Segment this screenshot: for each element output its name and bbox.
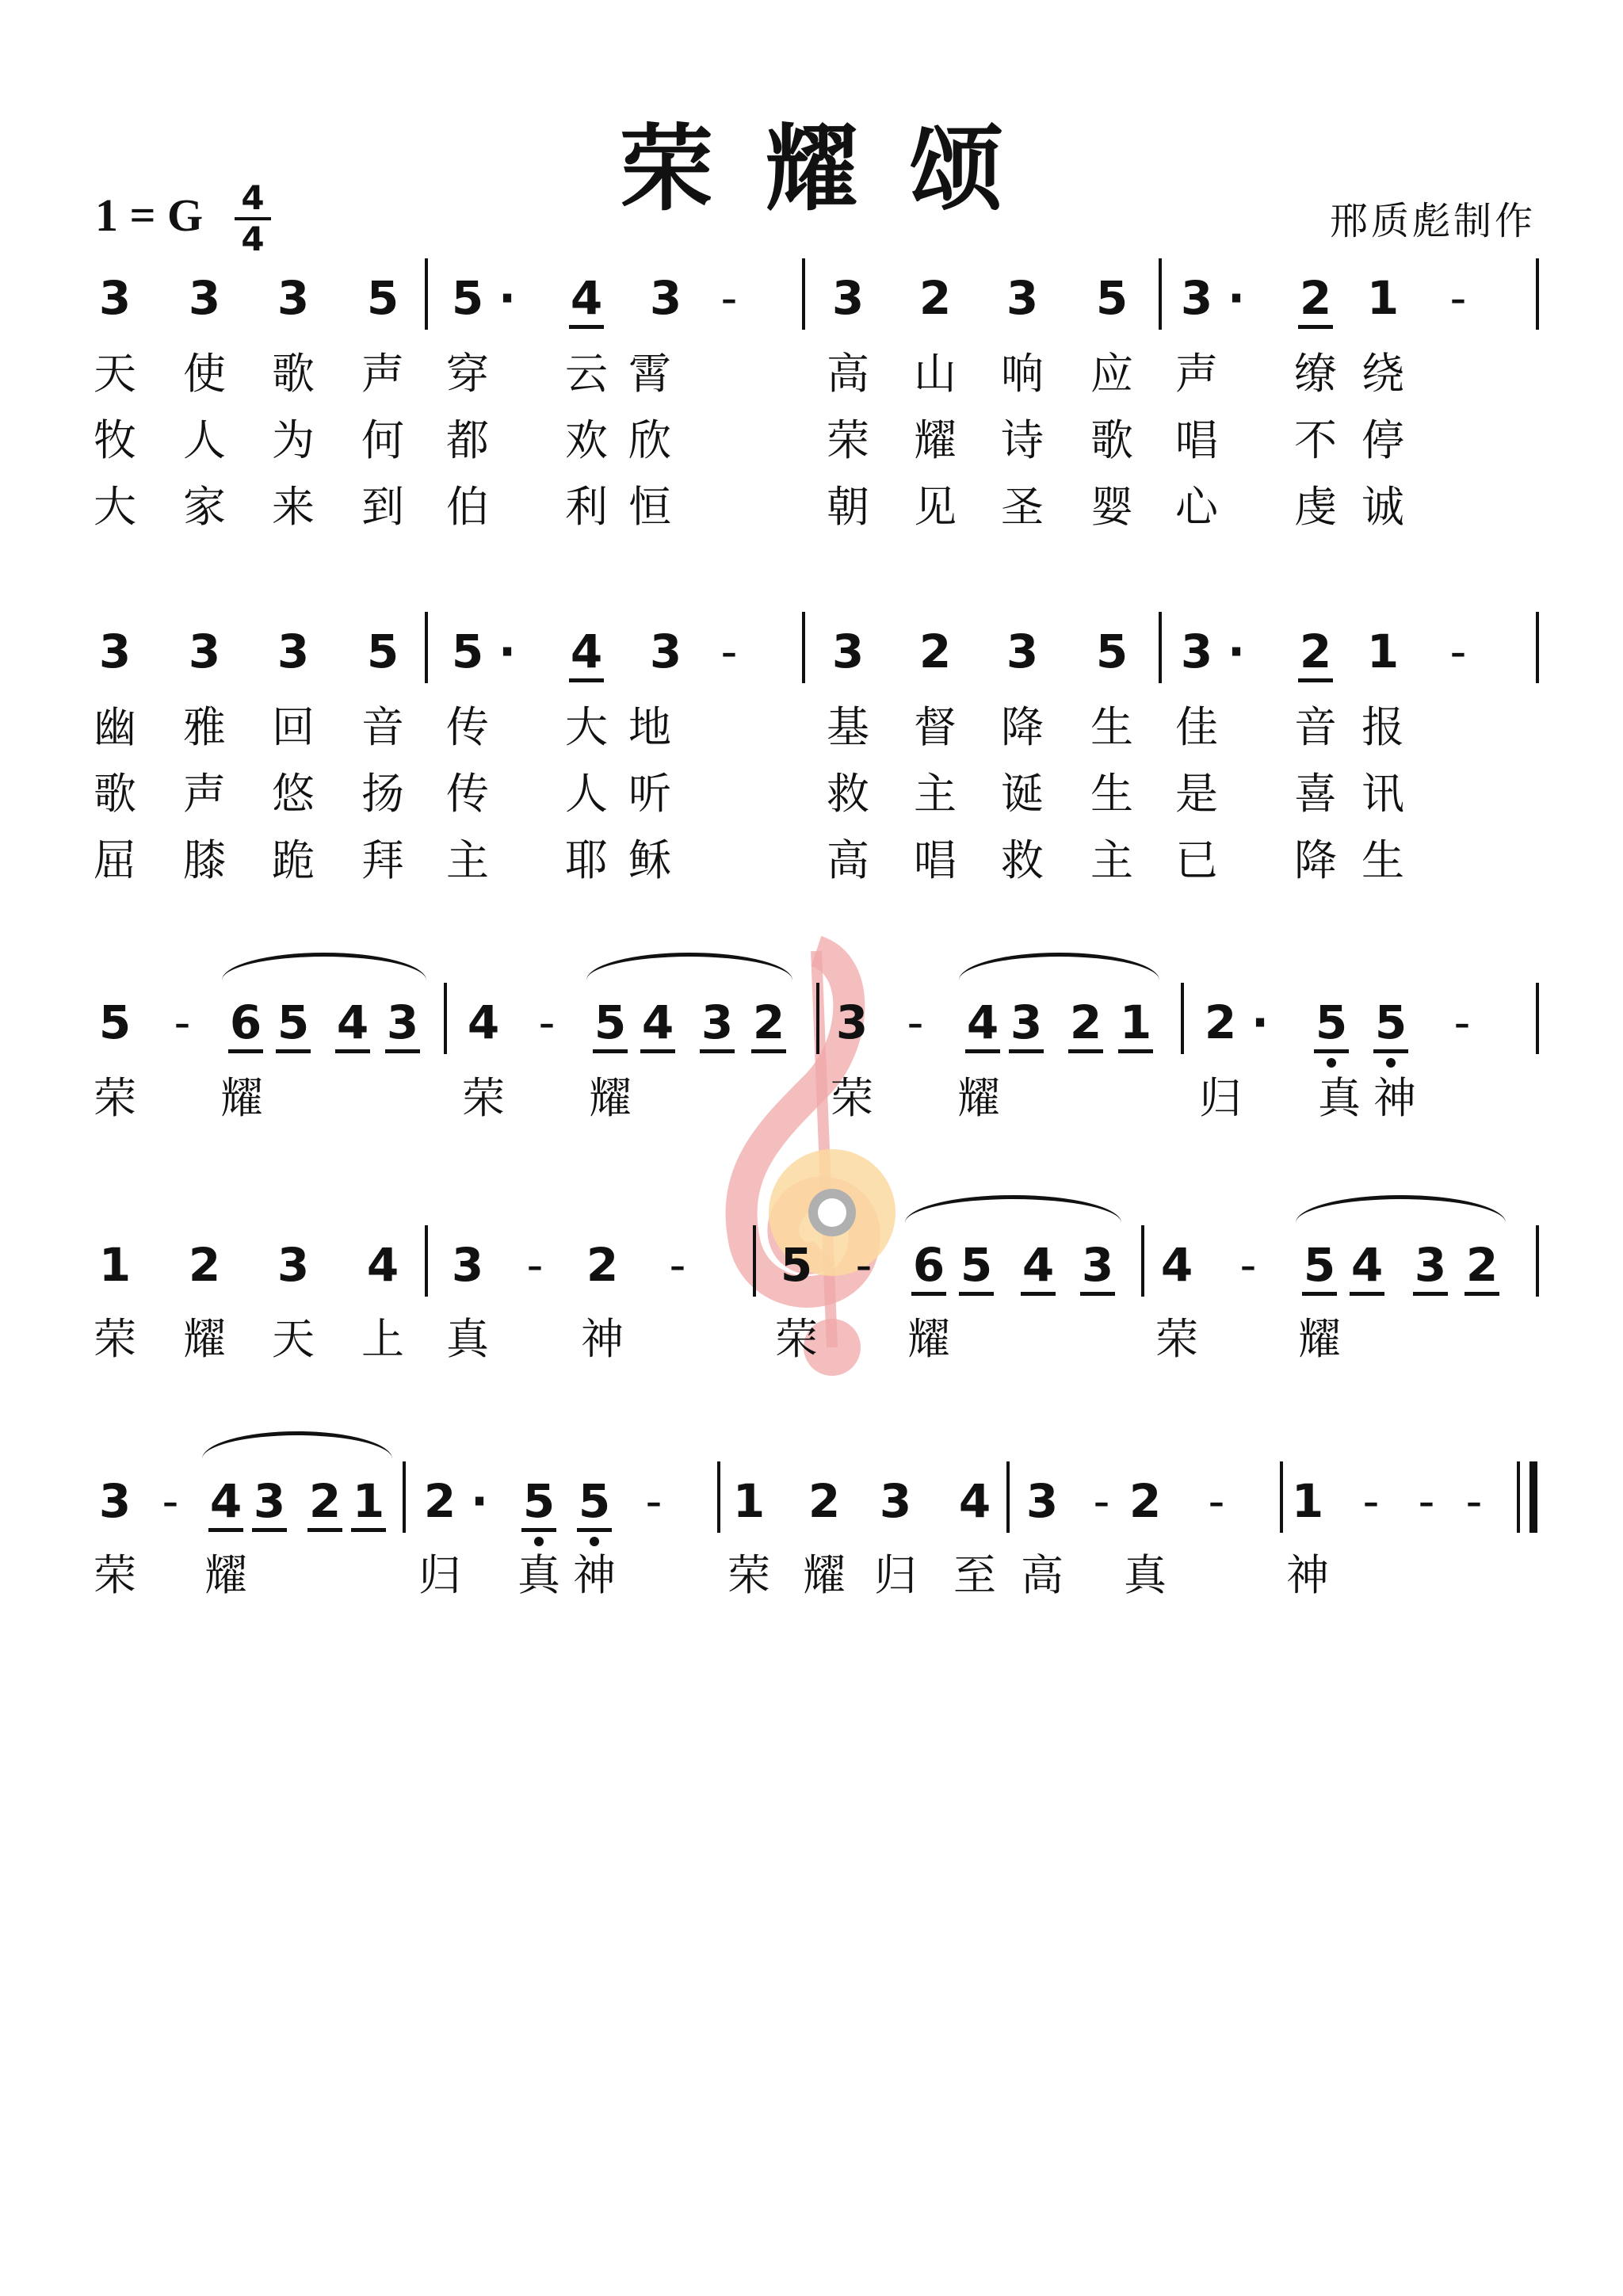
note: 1 <box>1366 625 1400 678</box>
lyric-char: 为 <box>272 415 315 465</box>
note: 2 <box>423 1474 456 1528</box>
note: 2 <box>1062 999 1109 1045</box>
lyric-char: 人 <box>183 415 226 465</box>
lyric-char: 耀 <box>1298 1314 1341 1364</box>
note: 4 <box>329 999 376 1045</box>
lyric-char: 主 <box>914 769 957 819</box>
dash-note: - <box>174 995 191 1049</box>
note: 2 <box>1204 995 1237 1049</box>
augmentation-dot: · <box>1227 625 1246 678</box>
note: 5 <box>780 1238 813 1292</box>
lyric-char: 主 <box>446 835 489 885</box>
note: 5 <box>1367 999 1415 1045</box>
slur-mark <box>202 1431 392 1459</box>
note: 3 <box>1006 271 1039 325</box>
lyric-char: 悠 <box>272 769 315 819</box>
dash-note: - <box>720 271 738 325</box>
final-barline <box>1529 1461 1537 1533</box>
lyric-char: 唱 <box>1175 415 1218 465</box>
lyric-char: 穿 <box>446 349 489 399</box>
lyric-char: 膝 <box>183 835 226 885</box>
lyric-char: 到 <box>361 482 404 532</box>
note: 6 <box>905 1242 953 1288</box>
note: 4 <box>202 1478 250 1524</box>
lyric-char: 屈 <box>94 835 136 885</box>
lyric-char: 歌 <box>1090 415 1133 465</box>
note: 3 <box>649 625 682 678</box>
note: 2 <box>1292 628 1339 674</box>
lyric-char: 声 <box>183 769 226 819</box>
lyric-char: 伯 <box>446 482 489 532</box>
lyric-char: 归 <box>1199 1073 1242 1123</box>
note: 2 <box>918 271 952 325</box>
dash-note: - <box>538 995 556 1049</box>
lyric-char: 歌 <box>94 769 136 819</box>
lyric-char: 音 <box>1294 702 1337 752</box>
lyric-char: 荣 <box>94 1073 136 1123</box>
note: 3 <box>649 271 682 325</box>
lyric-char: 音 <box>361 702 404 752</box>
lyric-char: 家 <box>183 482 226 532</box>
lyric-char: 真 <box>1318 1073 1361 1123</box>
lyric-char: 大 <box>94 482 136 532</box>
lyric-char: 讯 <box>1361 769 1404 819</box>
note: 1 <box>98 1238 132 1292</box>
note: 3 <box>379 999 426 1045</box>
note: 3 <box>1180 625 1213 678</box>
lyric-char: 真 <box>446 1314 489 1364</box>
lyric-char: 利 <box>565 482 608 532</box>
note: 5 <box>98 995 132 1049</box>
lyric-char: 云 <box>565 349 608 399</box>
barline <box>425 612 428 683</box>
note: 4 <box>959 999 1006 1045</box>
lyric-char: 耀 <box>803 1550 846 1600</box>
lyric-char: 神 <box>1286 1550 1329 1600</box>
lyric-char: 荣 <box>831 1073 873 1123</box>
note: 5 <box>366 271 399 325</box>
augmentation-dot: · <box>1227 271 1246 325</box>
lyric-char: 跪 <box>272 835 315 885</box>
lyric-char: 生 <box>1090 769 1133 819</box>
note: 3 <box>831 271 865 325</box>
barline <box>1536 612 1539 683</box>
note: 3 <box>835 995 869 1049</box>
key-signature: 1 = G <box>95 189 204 241</box>
note: 2 <box>301 1478 349 1524</box>
note: 3 <box>188 625 221 678</box>
slur-mark <box>959 953 1159 980</box>
note: 3 <box>1006 625 1039 678</box>
barline <box>1006 1461 1010 1533</box>
dash-note: - <box>1093 1474 1110 1528</box>
note: 4 <box>563 275 610 321</box>
lyric-char: 神 <box>581 1314 624 1364</box>
note: 3 <box>1002 999 1050 1045</box>
barline <box>717 1461 720 1533</box>
lyric-char: 佳 <box>1175 702 1218 752</box>
note: 2 <box>188 1238 221 1292</box>
barline <box>1536 258 1539 330</box>
lyric-char: 来 <box>272 482 315 532</box>
barline <box>1141 1225 1144 1297</box>
lyric-char: 降 <box>1294 835 1337 885</box>
lyric-char: 耶 <box>565 835 608 885</box>
barline <box>1536 1225 1539 1297</box>
note: 2 <box>808 1474 841 1528</box>
lyric-char: 见 <box>914 482 957 532</box>
note: 3 <box>246 1478 293 1524</box>
barline <box>444 983 447 1054</box>
barline <box>403 1461 406 1533</box>
dash-note: - <box>1362 1474 1380 1528</box>
note: 2 <box>918 625 952 678</box>
lyric-char: 回 <box>272 702 315 752</box>
note: 1 <box>1112 999 1159 1045</box>
lyric-char: 大 <box>565 702 608 752</box>
note: 3 <box>693 999 741 1045</box>
lyric-char: 报 <box>1361 702 1404 752</box>
lyric-char: 荣 <box>1155 1314 1198 1364</box>
barline <box>1280 1461 1283 1533</box>
note: 5 <box>1095 271 1128 325</box>
lyric-char: 使 <box>183 349 226 399</box>
lyric-char: 恒 <box>628 482 671 532</box>
barline <box>816 983 819 1054</box>
lyric-char: 耀 <box>204 1550 247 1600</box>
note: 4 <box>467 995 500 1049</box>
lyric-char: 生 <box>1361 835 1404 885</box>
time-signature <box>235 178 271 258</box>
barline <box>802 258 805 330</box>
lyric-char: 心 <box>1175 482 1218 532</box>
dash-note: - <box>1239 1238 1257 1292</box>
dash-note: - <box>162 1474 179 1528</box>
lyric-char: 不 <box>1294 415 1337 465</box>
note: 3 <box>277 625 310 678</box>
note: 3 <box>98 271 132 325</box>
barline <box>753 1225 756 1297</box>
lyric-char: 归 <box>418 1550 461 1600</box>
lyric-char: 牧 <box>94 415 136 465</box>
lyric-char: 耀 <box>914 415 957 465</box>
augmentation-dot: · <box>498 625 517 678</box>
note: 2 <box>1292 275 1339 321</box>
lyric-char: 欣 <box>628 415 671 465</box>
barline <box>1181 983 1184 1054</box>
note: 3 <box>98 1474 132 1528</box>
note: 1 <box>345 1478 392 1524</box>
barline <box>1159 258 1162 330</box>
lyric-char: 唱 <box>914 835 957 885</box>
lyric-char: 喜 <box>1294 769 1337 819</box>
lyric-char: 婴 <box>1090 482 1133 532</box>
dash-note: - <box>1453 995 1471 1049</box>
note: 4 <box>563 628 610 674</box>
lyric-char: 基 <box>827 702 869 752</box>
lyric-char: 主 <box>1090 835 1133 885</box>
lyric-char: 传 <box>446 769 489 819</box>
lyric-char: 上 <box>361 1314 404 1364</box>
lyric-char: 霄 <box>628 349 671 399</box>
note: 5 <box>1095 625 1128 678</box>
dash-note: - <box>1418 1474 1435 1528</box>
note: 4 <box>366 1238 399 1292</box>
slur-mark <box>1296 1195 1506 1223</box>
augmentation-dot: · <box>1251 995 1270 1049</box>
lyric-char: 耀 <box>957 1073 1000 1123</box>
note: 1 <box>732 1474 766 1528</box>
song-title: 荣耀颂 <box>620 114 1055 223</box>
meter-bottom: 4 <box>241 220 265 258</box>
lyric-char: 神 <box>573 1550 616 1600</box>
dash-note: - <box>907 995 924 1049</box>
note: 5 <box>366 625 399 678</box>
note: 3 <box>1180 271 1213 325</box>
note: 4 <box>1160 1238 1193 1292</box>
barline <box>1536 983 1539 1054</box>
lyric-char: 耀 <box>220 1073 263 1123</box>
lyric-char: 诞 <box>1001 769 1044 819</box>
note: 2 <box>745 999 792 1045</box>
lyric-char: 降 <box>1001 702 1044 752</box>
lyric-char: 荣 <box>775 1314 818 1364</box>
lyric-char: 荣 <box>462 1073 505 1123</box>
note: 2 <box>586 1238 619 1292</box>
final-barline-thin <box>1517 1461 1520 1533</box>
note: 5 <box>451 625 484 678</box>
lyric-char: 虔 <box>1294 482 1337 532</box>
lyric-char: 绕 <box>1361 349 1404 399</box>
lyric-char: 人 <box>565 769 608 819</box>
note: 5 <box>953 1242 1000 1288</box>
barline <box>1159 612 1162 683</box>
lyric-char: 声 <box>361 349 404 399</box>
dash-note: - <box>720 625 738 678</box>
lyric-char: 已 <box>1175 835 1218 885</box>
note: 3 <box>1025 1474 1059 1528</box>
note: 3 <box>831 625 865 678</box>
barline <box>802 612 805 683</box>
note: 5 <box>571 1478 618 1524</box>
note: 3 <box>277 1238 310 1292</box>
lyric-char: 听 <box>628 769 671 819</box>
note: 5 <box>515 1478 563 1524</box>
dash-note: - <box>1208 1474 1225 1528</box>
note: 3 <box>98 625 132 678</box>
lyric-char: 救 <box>1001 835 1044 885</box>
lyric-char: 诗 <box>1001 415 1044 465</box>
lyric-char: 天 <box>272 1314 315 1364</box>
dash-note: - <box>526 1238 544 1292</box>
note: 1 <box>1291 1474 1324 1528</box>
note: 1 <box>1366 271 1400 325</box>
lyric-char: 真 <box>1124 1550 1167 1600</box>
lyric-char: 圣 <box>1001 482 1044 532</box>
lyric-char: 至 <box>953 1550 996 1600</box>
lyric-char: 高 <box>827 349 869 399</box>
lyric-char: 应 <box>1090 349 1133 399</box>
note: 3 <box>879 1474 912 1528</box>
lyric-char: 荣 <box>827 415 869 465</box>
lyric-char: 救 <box>827 769 869 819</box>
lyric-char: 欢 <box>565 415 608 465</box>
lyric-char: 雅 <box>183 702 226 752</box>
lyric-char: 稣 <box>628 835 671 885</box>
lyric-char: 地 <box>628 702 671 752</box>
lyric-char: 幽 <box>94 702 136 752</box>
lyric-char: 响 <box>1001 349 1044 399</box>
dash-note: - <box>855 1238 873 1292</box>
lyric-char: 是 <box>1175 769 1218 819</box>
lyric-char: 声 <box>1175 349 1218 399</box>
lyric-char: 传 <box>446 702 489 752</box>
note: 5 <box>1296 1242 1343 1288</box>
note: 4 <box>958 1474 991 1528</box>
note: 2 <box>1458 1242 1506 1288</box>
author-credit: 邢质彪制作 <box>1329 199 1536 243</box>
dash-note: - <box>1449 271 1467 325</box>
lyric-char: 停 <box>1361 415 1404 465</box>
meter-top: 4 <box>241 178 265 217</box>
note: 4 <box>634 999 682 1045</box>
lyric-char: 扬 <box>361 769 404 819</box>
lyric-char: 耀 <box>589 1073 632 1123</box>
note: 5 <box>269 999 317 1045</box>
note: 3 <box>1074 1242 1121 1288</box>
dash-note: - <box>645 1474 663 1528</box>
lyric-char: 朝 <box>827 482 869 532</box>
dash-note: - <box>669 1238 686 1292</box>
lyric-char: 神 <box>1373 1073 1416 1123</box>
note: 6 <box>222 999 269 1045</box>
dash-note: - <box>1449 625 1467 678</box>
lyric-char: 天 <box>94 349 136 399</box>
lyric-char: 荣 <box>94 1314 136 1364</box>
lyric-char: 高 <box>1021 1550 1064 1600</box>
dash-note: - <box>1465 1474 1483 1528</box>
lyric-char: 荣 <box>727 1550 770 1600</box>
lyric-char: 高 <box>827 835 869 885</box>
note: 3 <box>277 271 310 325</box>
augmentation-dot: · <box>498 271 517 325</box>
lyric-char: 歌 <box>272 349 315 399</box>
lyric-char: 督 <box>914 702 957 752</box>
note: 5 <box>1308 999 1355 1045</box>
lyric-char: 耀 <box>183 1314 226 1364</box>
barline <box>425 1225 428 1297</box>
note: 3 <box>188 271 221 325</box>
note: 4 <box>1343 1242 1391 1288</box>
note: 5 <box>586 999 634 1045</box>
note: 3 <box>1407 1242 1454 1288</box>
lyric-char: 诚 <box>1361 482 1404 532</box>
note: 2 <box>1128 1474 1162 1528</box>
lyric-char: 何 <box>361 415 404 465</box>
lyric-char: 生 <box>1090 702 1133 752</box>
slur-mark <box>905 1195 1121 1223</box>
lyric-char: 荣 <box>94 1550 136 1600</box>
barline <box>425 258 428 330</box>
lyric-char: 山 <box>914 349 957 399</box>
augmentation-dot: · <box>470 1474 489 1528</box>
note: 4 <box>1014 1242 1062 1288</box>
lyric-char: 缭 <box>1294 349 1337 399</box>
lyric-char: 真 <box>517 1550 560 1600</box>
lyric-char: 归 <box>874 1550 917 1600</box>
lyric-char: 耀 <box>907 1314 950 1364</box>
note: 3 <box>451 1238 484 1292</box>
lyric-char: 拜 <box>361 835 404 885</box>
lyric-char: 都 <box>446 415 489 465</box>
slur-mark <box>222 953 426 980</box>
note: 5 <box>451 271 484 325</box>
